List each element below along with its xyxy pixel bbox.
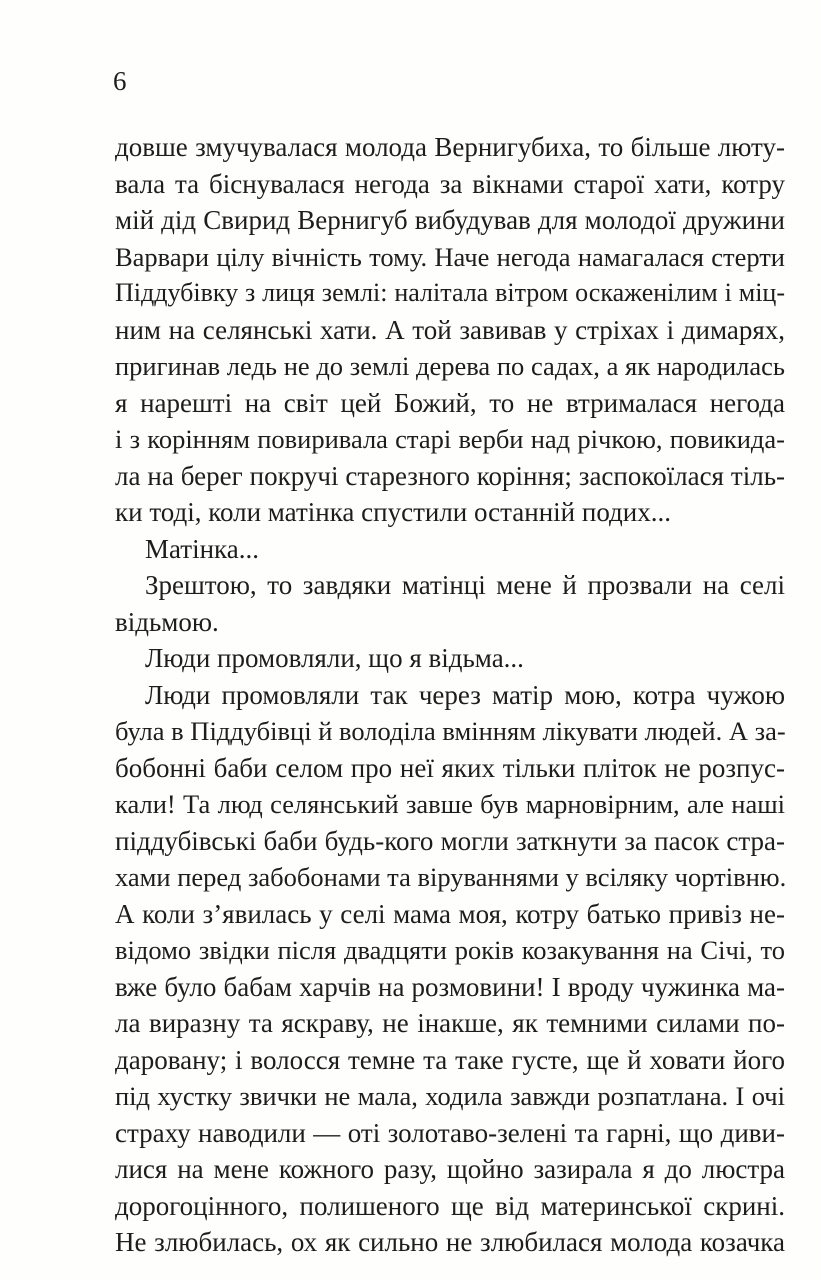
text-line: хами перед забобонами та віруваннями у всіляку чортівню. (115, 862, 787, 892)
text-line: довше змучувалася молода Вернигубиха, то більше люту- (115, 132, 785, 162)
text-line: даровану; і волосся темне та таке густе, ще й ховати його (115, 1045, 785, 1075)
text-line: ла виразну та яскраву, не інакше, як темними силами по- (115, 1008, 785, 1038)
text-line: бобонні баби селом про неї яких тільки пліток не розпус- (115, 753, 785, 783)
text-line: була в Піддубівці й володіла вмінням лікувати людей. А за- (115, 716, 786, 746)
text-line: відомо звідки після двадцяти років козакування на Січі, то (115, 935, 785, 965)
text-line: пригинав ледь не до землі дерева по садах, а як народилась (115, 351, 785, 381)
text-line: А коли з’явилась у селі мама моя, котру батько привіз не- (115, 899, 785, 929)
text-line: страху наводили — оті золотаво-зелені та гарні, що диви- (115, 1118, 785, 1148)
text-line: Люди промовляли, що я відьма... (145, 643, 524, 673)
text-line: дорогоцінного, полишеного ще від материнської скрині. (115, 1191, 785, 1221)
text-line: кали! Та люд селянський завше був марновірним, але наші (115, 789, 785, 819)
text-line: вже було бабам харчів на розмовини! І вроду чужинка ма- (115, 972, 785, 1002)
text-line: Варвари цілу вічність тому. Наче негода намагалася стерти (115, 242, 785, 272)
text-line: відьмою. (115, 607, 219, 637)
text-line: ла на берег покручі старезного коріння; заспокоїлася тіль- (115, 461, 785, 491)
text-line: Не злюбилась, ох як сильно не злюбилася молода козачка (115, 1227, 785, 1257)
text-line: мій дід Свирид Вернигуб вибудував для молодої дружини (115, 205, 785, 235)
text-line: під хустку звички не мала, ходила завжди розпатлана. І очі (115, 1081, 785, 1111)
text-line: вала та біснувалася негода за вікнами старої хати, котру (115, 169, 785, 199)
page-number: 6 (113, 66, 127, 96)
text-line: лися на мене кожного разу, щойно зазирала я до люстра (115, 1154, 785, 1184)
text-line: ки тоді, коли матінка спустили останній подих... (115, 497, 671, 527)
text-line: Зрештою, то завдяки матінці мене й прозвали на селі (145, 570, 785, 600)
text-line: піддубівські баби будь-кого могли заткнути за пасок стра- (115, 826, 785, 856)
text-line: Люди промовляли так через матір мою, котра чужою (145, 680, 785, 710)
text-line: я нарешті на світ цей Божий, то не втрималася негода (115, 388, 785, 418)
text-line: Матінка... (145, 534, 259, 564)
text-line: Піддубівку з лиця землі: налітала вітром оскаженілим і міц- (115, 278, 785, 307)
text-line: ним на селянські хати. А той завивав у стріхах і димарях, (115, 315, 785, 345)
text-line: і з корінням повиривала старі верби над річкою, повикида- (115, 424, 785, 454)
